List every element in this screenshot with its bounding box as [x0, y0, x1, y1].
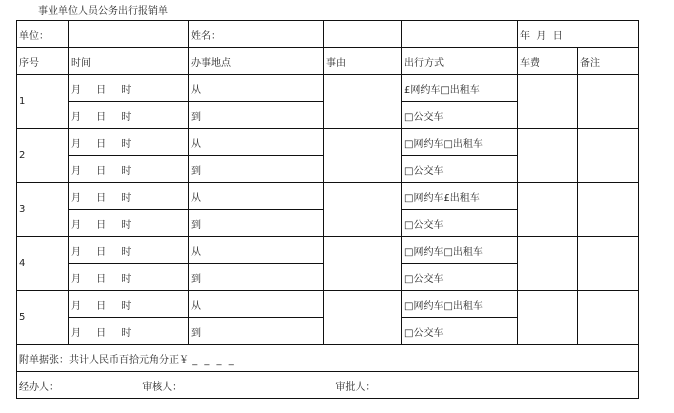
- location-from[interactable]: 从: [189, 129, 324, 156]
- entry-number: 5: [17, 291, 69, 345]
- column-header-row: [17, 48, 639, 75]
- location-to[interactable]: 到: [189, 264, 324, 291]
- reviewer-label: 审核人：: [142, 381, 183, 393]
- location-to[interactable]: 到: [189, 102, 324, 129]
- travel-mode-options[interactable]: £网约车□出租车: [402, 75, 518, 102]
- document-title: 事业单位人员公务出行报销单: [38, 6, 168, 17]
- time-cell-start[interactable]: 月 日 时: [69, 237, 189, 264]
- location-from[interactable]: 从: [189, 237, 324, 264]
- time-cell-end[interactable]: 月 日 时: [69, 318, 189, 345]
- entry-row: [17, 183, 639, 210]
- remarks-cell[interactable]: [578, 291, 639, 345]
- handler-label: 经办人：: [19, 381, 59, 393]
- entry-number: 2: [17, 129, 69, 183]
- time-cell-end[interactable]: 月 日 时: [69, 264, 189, 291]
- unit-label: 单位：: [17, 21, 69, 48]
- time-cell-start[interactable]: 月 日 时: [69, 183, 189, 210]
- date-label: 年 月 日: [518, 21, 639, 48]
- remarks-cell[interactable]: [578, 75, 639, 129]
- header-info-row: [17, 21, 639, 48]
- approver-label: 审批人：: [335, 381, 376, 393]
- col-header-travel-mode: 出行方式: [402, 48, 518, 75]
- unit-value[interactable]: [69, 21, 189, 48]
- time-cell-start[interactable]: 月 日 时: [69, 291, 189, 318]
- entry-row: [17, 75, 639, 102]
- fare-cell[interactable]: [518, 129, 578, 183]
- fare-cell[interactable]: [518, 75, 578, 129]
- attachments-row: [17, 345, 639, 372]
- travel-mode-options[interactable]: □网约车□出租车: [402, 129, 518, 156]
- travel-mode-bus[interactable]: □公交车: [402, 156, 518, 183]
- time-cell-end[interactable]: 月 日 时: [69, 102, 189, 129]
- travel-mode-bus[interactable]: □公交车: [402, 102, 518, 129]
- reason-cell[interactable]: [324, 75, 402, 129]
- fare-cell[interactable]: [518, 237, 578, 291]
- entry-row: [17, 237, 639, 264]
- reason-cell[interactable]: [324, 129, 402, 183]
- attachments-text: 附单据张：共计人民币百拾元角分正￥: [19, 354, 189, 366]
- signature-row: [17, 372, 639, 399]
- time-cell-end[interactable]: 月 日 时: [69, 210, 189, 237]
- col-header-remarks: 备注: [578, 48, 639, 75]
- travel-mode-options[interactable]: □网约车□出租车: [402, 237, 518, 264]
- location-to[interactable]: 到: [189, 156, 324, 183]
- travel-mode-bus[interactable]: □公交车: [402, 264, 518, 291]
- col-header-fare: 车费: [518, 48, 578, 75]
- location-from[interactable]: 从: [189, 75, 324, 102]
- header-blank: [402, 21, 518, 48]
- location-from[interactable]: 从: [189, 183, 324, 210]
- reason-cell[interactable]: [324, 237, 402, 291]
- location-from[interactable]: 从: [189, 291, 324, 318]
- entry-row: [17, 291, 639, 318]
- remarks-cell[interactable]: [578, 237, 639, 291]
- travel-mode-bus[interactable]: □公交车: [402, 210, 518, 237]
- name-value[interactable]: [324, 21, 402, 48]
- location-to[interactable]: 到: [189, 210, 324, 237]
- time-cell-start[interactable]: 月 日 时: [69, 129, 189, 156]
- travel-mode-bus[interactable]: □公交车: [402, 318, 518, 345]
- remarks-cell[interactable]: [578, 129, 639, 183]
- time-cell-end[interactable]: 月 日 时: [69, 156, 189, 183]
- travel-mode-options[interactable]: □网约车£出租车: [402, 183, 518, 210]
- col-header-no: 序号: [17, 48, 69, 75]
- attachments-blank[interactable]: _ _ _ _: [192, 354, 236, 366]
- entry-number: 1: [17, 75, 69, 129]
- reason-cell[interactable]: [324, 291, 402, 345]
- location-to[interactable]: 到: [189, 318, 324, 345]
- time-cell-start[interactable]: 月 日 时: [69, 75, 189, 102]
- travel-mode-options[interactable]: □网约车□出租车: [402, 291, 518, 318]
- entry-number: 3: [17, 183, 69, 237]
- reason-cell[interactable]: [324, 183, 402, 237]
- col-header-reason: 事由: [324, 48, 402, 75]
- name-label: 姓名：: [189, 21, 324, 48]
- col-header-time: 时间: [69, 48, 189, 75]
- reimbursement-form: [16, 20, 639, 399]
- entry-row: [17, 129, 639, 156]
- remarks-cell[interactable]: [578, 183, 639, 237]
- fare-cell[interactable]: [518, 183, 578, 237]
- col-header-location: 办事地点: [189, 48, 324, 75]
- fare-cell[interactable]: [518, 291, 578, 345]
- entry-number: 4: [17, 237, 69, 291]
